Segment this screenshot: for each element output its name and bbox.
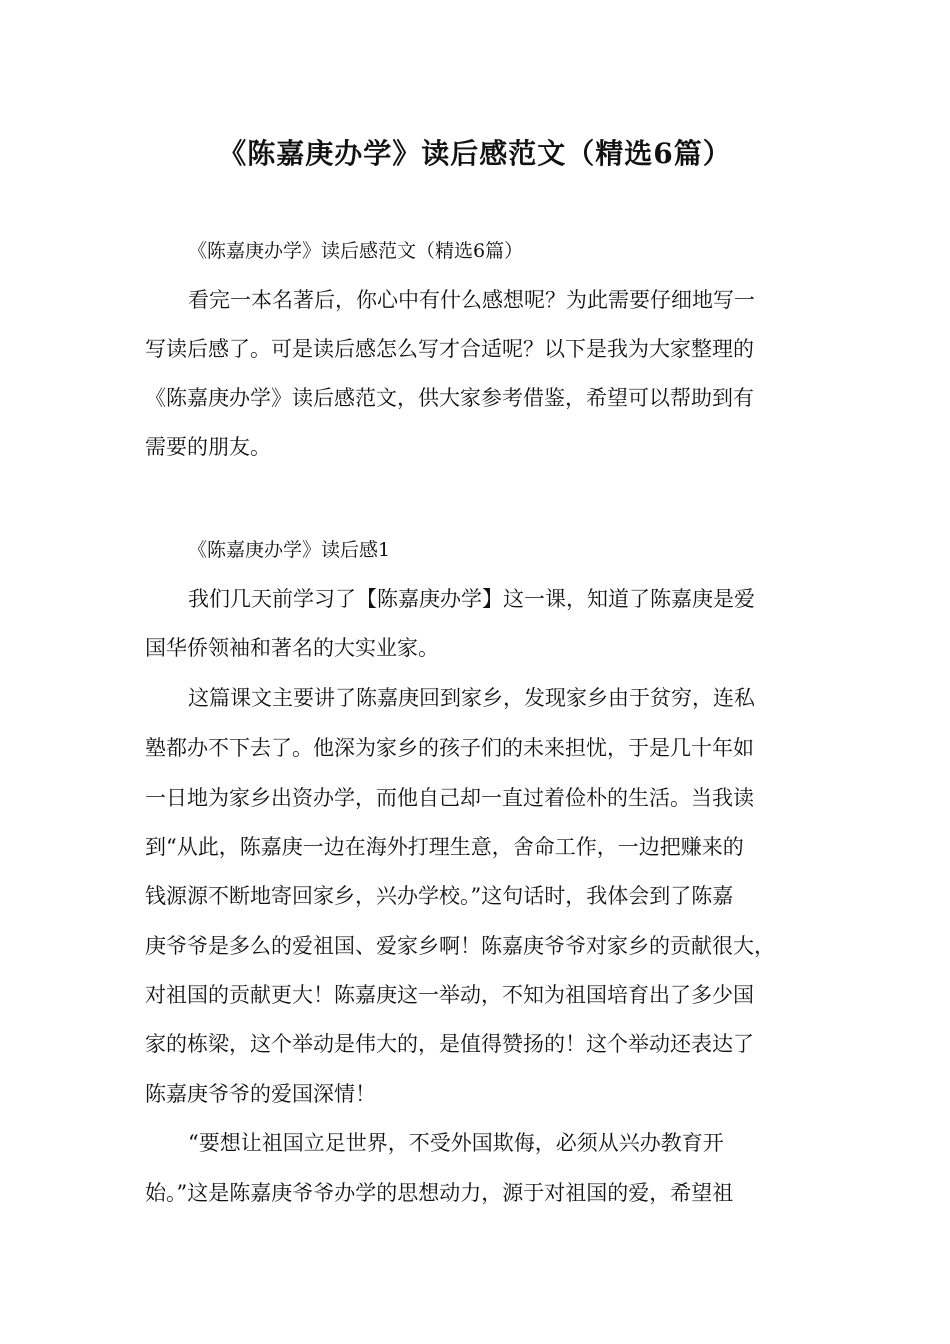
body-line: “要想让祖国立足世界，不受外国欺侮，必须从兴办教育开 <box>188 1131 724 1155</box>
body-line: 庚爷爷是多么的爱祖国、爱家乡啊！陈嘉庚爷爷对家乡的贡献很大， <box>145 934 775 958</box>
body-line: 到“从此，陈嘉庚一边在海外打理生意，舍命工作，一边把赚来的 <box>145 835 744 859</box>
body-line: 陈嘉庚爷爷的爱国深情！ <box>145 1082 376 1106</box>
body-line: 一日地为家乡出资办学，而他自己却一直过着俭朴的生活。当我读 <box>145 786 754 810</box>
document-subtitle: 《陈嘉庚办学》读后感范文（精选6篇） <box>188 240 524 262</box>
body-line: 这篇课文主要讲了陈嘉庚回到家乡，发现家乡由于贫穷，连私 <box>188 686 755 710</box>
intro-line: 看完一本名著后，你心中有什么感想呢？为此需要仔细地写一 <box>188 288 755 312</box>
intro-line: 写读后感了。可是读后感怎么写才合适呢？以下是我为大家整理的 <box>145 337 754 361</box>
body-line: 家的栋梁，这个举动是伟大的，是值得赞扬的！这个举动还表达了 <box>145 1032 754 1056</box>
body-line: 国华侨领袖和著名的大实业家。 <box>145 636 439 660</box>
body-line: 始。”这是陈嘉庚爷爷办学的思想动力，源于对祖国的爱，希望祖 <box>145 1181 734 1205</box>
intro-line: 需要的朋友。 <box>145 435 271 459</box>
document-title: 《陈嘉庚办学》读后感范文（精选6篇） <box>218 137 732 170</box>
body-line: 我们几天前学习了【陈嘉庚办学】这一课，知道了陈嘉庚是爱 <box>188 587 755 611</box>
body-line: 钱源源不断地寄回家乡，兴办学校。”这句话时，我体会到了陈嘉 <box>145 884 734 908</box>
body-line: 塾都办不下去了。他深为家乡的孩子们的未来担忧，于是几十年如 <box>145 736 754 760</box>
section-heading: 《陈嘉庚办学》读后感1 <box>188 539 391 561</box>
intro-line: 《陈嘉庚办学》读后感范文，供大家参考借鉴，希望可以帮助到有 <box>145 386 754 410</box>
body-line: 对祖国的贡献更大！陈嘉庚这一举动，不知为祖国培育出了多少国 <box>145 983 754 1007</box>
